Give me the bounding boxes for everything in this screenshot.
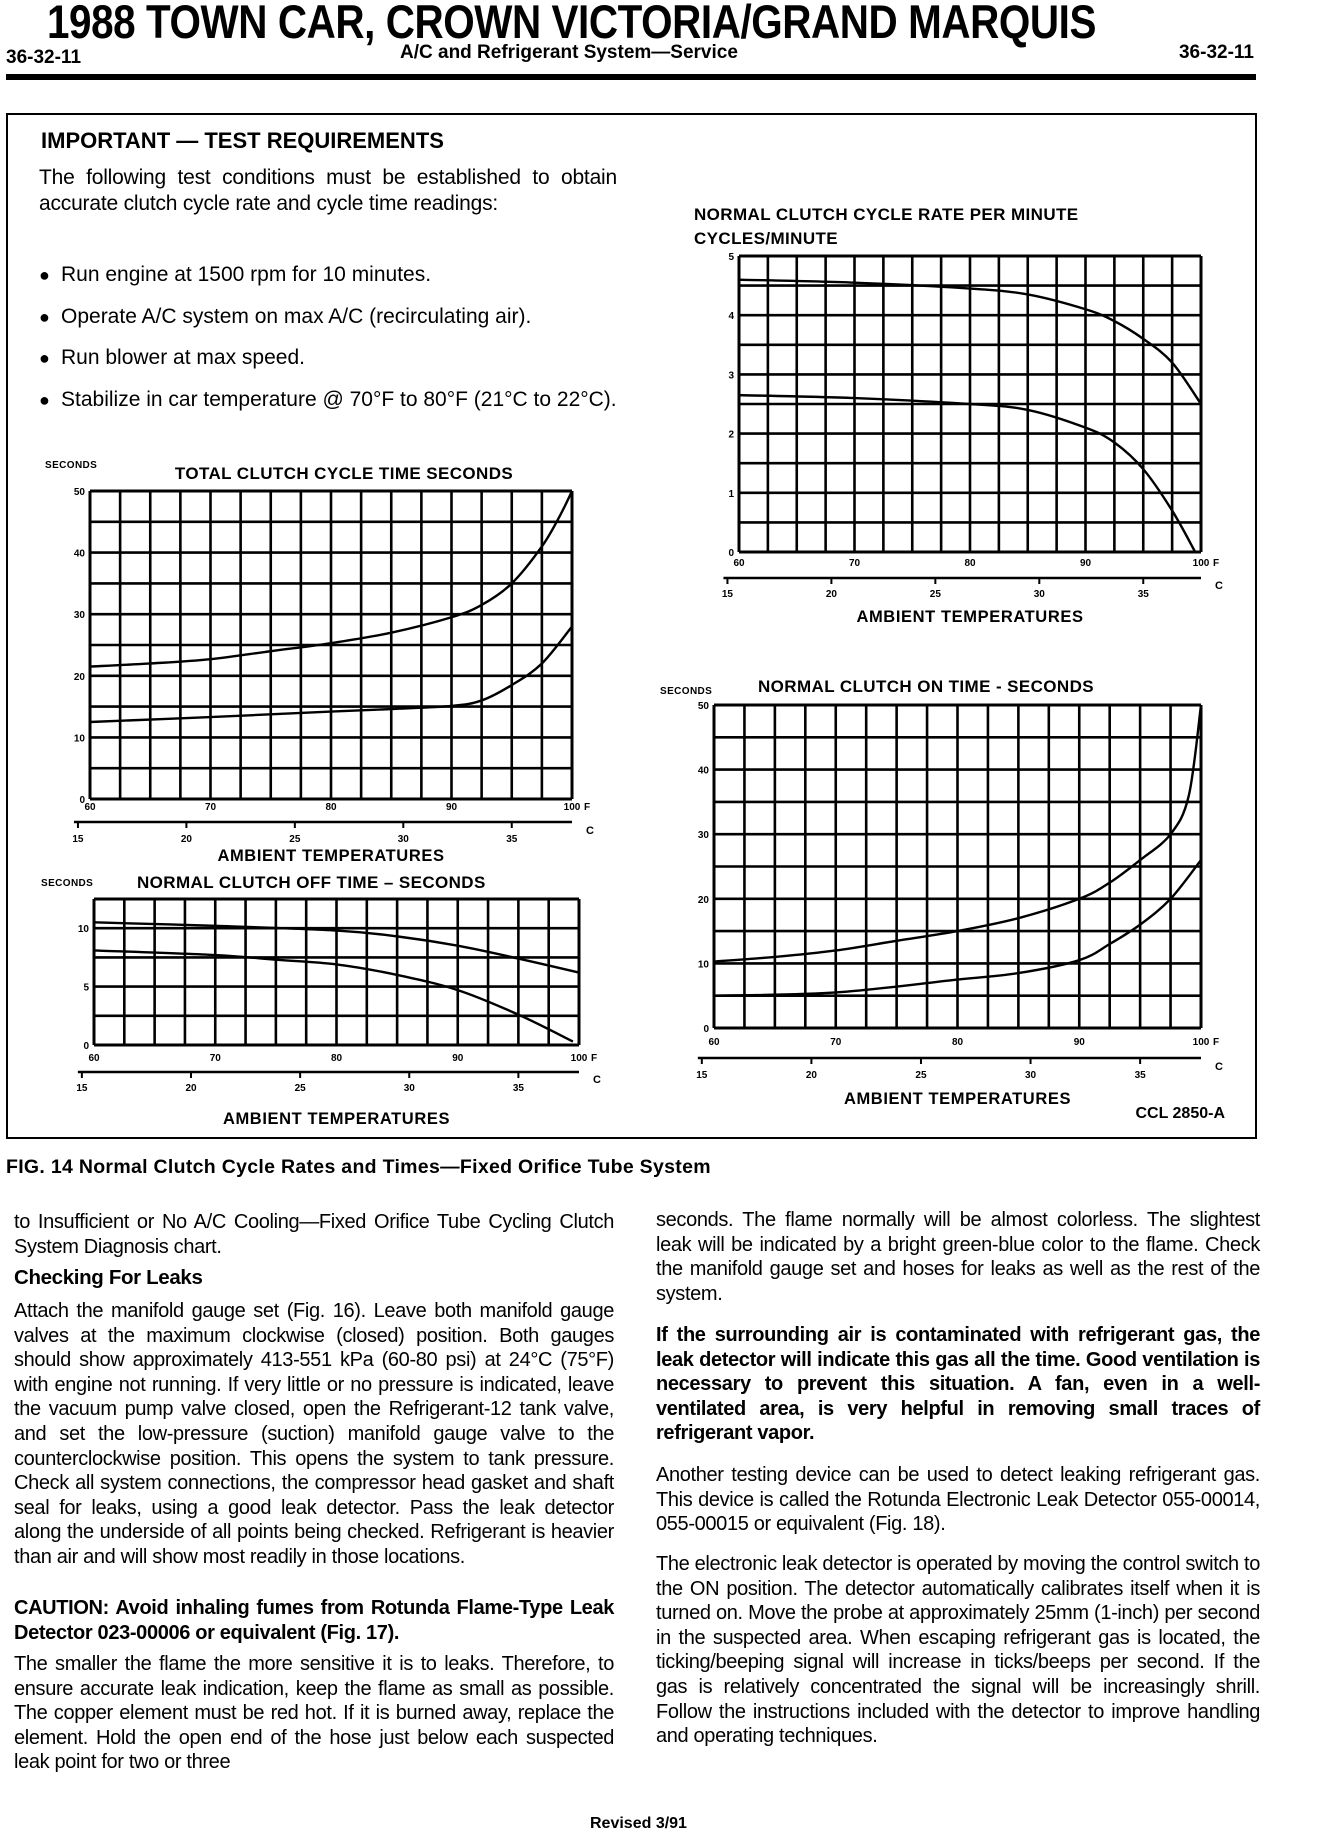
bullet-icon: ● (39, 390, 50, 410)
curve-lower-limit (739, 395, 1195, 552)
y-axis-label: SECONDS (660, 686, 713, 697)
y-tick-label: 20 (73, 671, 85, 683)
x-tick-label-f: 80 (951, 1037, 964, 1048)
x-unit-c: C (586, 825, 594, 837)
warning-ventilation: If the surrounding air is contaminated with refrigerant gas, the leak detector will indicate this gas all the time. Good ventilation is necessary to prevent this situation. A fan, even in a well-ventilated area, is very helpful in removing small traces of refrigerant vapor. (656, 1324, 1260, 1445)
x-tick-label-f: 70 (848, 558, 861, 569)
x-tick-label-f: 90 (452, 1053, 464, 1064)
manual-title: 1988 TOWN CAR, CROWN VICTORIA/GRAND MARQUIS (47, 0, 1096, 48)
x-tick-label-c: 20 (180, 834, 192, 845)
curve-lower-limit (94, 950, 573, 1041)
paragraph-flame-continued: seconds. The flame normally will be almost colorless. The slightest leak will be indicated by a bright green-blue color to the flame. Check the manifold gauge set and hoses for leaks as well as the rest of the system. (656, 1209, 1260, 1305)
y-tick-label: 5 (83, 982, 89, 994)
y-tick-label: 10 (73, 733, 85, 745)
x-tick-label-f: 60 (88, 1053, 100, 1064)
x-tick-label-f: 90 (1079, 558, 1092, 569)
paragraph-attach-gauge: Attach the manifold gauge set (Fig. 16). Leave both manifold gauge valves at the maximum clockwise (closed) position. Both gauges should show approximately 413-551 kPa (60-80 psi) at 24°C (75°F) with engine not running. If very little or no pressure is indicated, leave the vacuum pump valve closed, open the Refrigerant-12 tank valve, and set the low-pressure (suction) manifold gauge valve to the counterclockwise position. This opens the system to tank pressure. Check all system connections, the compressor head gasket and shaft seal for leaks, using a good leak detector. Pass the leak detector along the underside of all points being checked. Refrigerant is heavier than air and will show most readily in those locations. (14, 1300, 614, 1568)
requirement-text: Stabilize in car temperature @ 70°F to 80°F (21°C to 22°C). (61, 388, 617, 411)
x-unit-f: F (584, 802, 591, 813)
y-tick-label: 10 (77, 924, 89, 936)
section-title: A/C and Refrigerant System—Service (400, 42, 738, 63)
caution-note: CAUTION: Avoid inhaling fumes from Rotunda Flame-Type Leak Detector 023-00006 or equivalent (Fig. 17). (14, 1597, 614, 1644)
x-unit-f: F (1213, 1037, 1220, 1048)
x-tick-label-c: 20 (825, 589, 837, 600)
y-tick-label: 30 (73, 610, 85, 622)
x-tick-label-f: 60 (733, 558, 745, 569)
x-tick-label-c: 15 (696, 1070, 708, 1081)
x-unit-c: C (1215, 1061, 1223, 1073)
chart-title: NORMAL CLUTCH ON TIME - SECONDS (758, 677, 1095, 696)
x-tick-label-c: 15 (72, 834, 84, 845)
revision-date: Revised 3/91 (590, 1815, 687, 1832)
x-tick-label-c: 35 (1134, 1070, 1146, 1081)
x-tick-label-c: 30 (1024, 1070, 1037, 1081)
y-axis-label: CYCLES/MINUTE (694, 229, 839, 248)
chart-title: TOTAL CLUTCH CYCLE TIME SECONDS (174, 464, 514, 483)
paragraph-diagnosis-ref: to Insufficient or No A/C Cooling—Fixed Orifice Tube Cycling Clutch System Diagnosis chart. (14, 1211, 614, 1258)
y-tick-label: 20 (697, 894, 709, 906)
x-tick-label-f: 80 (325, 802, 337, 813)
x-tick-label-f: 100 (563, 802, 581, 813)
important-intro: The following test conditions must be established to obtain accurate clutch cycle rate and cycle time readings: (39, 166, 617, 215)
chart-on (660, 677, 1223, 1108)
y-axis-label: SECONDS (41, 878, 94, 889)
y-tick-label: 1 (728, 488, 734, 500)
x-tick-label-f: 60 (84, 802, 96, 813)
y-tick-label: 10 (697, 959, 709, 971)
chart-total (45, 460, 594, 865)
x-tick-label-f: 70 (830, 1037, 842, 1048)
x-tick-label-f: 90 (1073, 1037, 1085, 1048)
page-number-left: 36-32-11 (6, 47, 82, 68)
y-tick-label: 40 (697, 765, 709, 777)
requirement-text: Run blower at max speed. (61, 346, 305, 369)
x-axis-label: AMBIENT TEMPERATURES (222, 1110, 451, 1128)
y-tick-label: 50 (697, 701, 709, 712)
x-tick-label-c: 25 (289, 834, 301, 845)
x-tick-label-c: 35 (1137, 589, 1149, 600)
y-tick-label: 5 (728, 252, 734, 263)
y-tick-label: 3 (728, 370, 734, 382)
paragraph-flame: The smaller the flame the more sensitive it is to leaks. Therefore, to ensure accurate leak indication, keep the flame as small as possible. The copper element must be red hot. If it is burned away, replace the element. Hold the open end of the hose just below each suspected leak point for two or three (14, 1653, 614, 1774)
y-tick-label: 30 (697, 830, 709, 842)
x-axis-label: AMBIENT TEMPERATURES (856, 608, 1084, 626)
x-tick-label-c: 20 (185, 1083, 197, 1094)
figure-code: CCL 2850-A (1135, 1105, 1225, 1122)
paragraph-detector-operation: The electronic leak detector is operated by moving the control switch to the ON position. The detector automatically calibrates itself when it is turned on. Move the probe at approximately 25mm (1-inch) per second in the suspected area. When escaping refrigerant gas is located, the ticking/beeping signal will increase in ticks/beeps per second. If the gas is relatively concentrated the signal will be increasingly shrill. Follow the instructions included with the detector to improve handling and operating techniques. (656, 1553, 1261, 1748)
x-unit-c: C (593, 1074, 601, 1086)
chart-title: NORMAL CLUTCH OFF TIME – SECONDS (137, 873, 486, 892)
requirement-text: Operate A/C system on max A/C (recirculating air). (61, 305, 532, 328)
x-tick-label-c: 30 (397, 834, 409, 845)
x-tick-label-f: 80 (330, 1053, 343, 1064)
x-axis-label: AMBIENT TEMPERATURES (217, 847, 445, 865)
y-tick-label: 0 (728, 548, 734, 559)
x-tick-label-f: 60 (708, 1037, 720, 1048)
x-tick-label-f: 100 (570, 1053, 588, 1064)
figure-caption: FIG. 14 Normal Clutch Cycle Rates and Times—Fixed Orifice Tube System (6, 1156, 711, 1178)
y-tick-label: 40 (73, 548, 85, 560)
x-unit-f: F (591, 1053, 598, 1064)
x-tick-label-f: 80 (964, 558, 976, 569)
x-tick-label-c: 35 (506, 834, 518, 845)
x-tick-label-c: 25 (915, 1070, 927, 1081)
x-tick-label-c: 30 (403, 1083, 415, 1094)
x-tick-label-c: 35 (512, 1083, 524, 1094)
x-tick-label-c: 25 (929, 589, 941, 600)
x-unit-f: F (1213, 558, 1220, 569)
chart-rate (694, 205, 1223, 626)
x-tick-label-f: 90 (445, 802, 458, 813)
paragraph-electronic-detector: Another testing device can be used to detect leaking refrigerant gas. This device is called the Rotunda Electronic Leak Detector 055-00014, 055-00015 or equivalent (Fig. 18). (656, 1464, 1260, 1536)
x-tick-label-f: 70 (204, 802, 217, 813)
x-tick-label-f: 70 (209, 1053, 221, 1064)
y-axis-label: SECONDS (45, 460, 98, 471)
page-number-right: 36-32-11 (1178, 42, 1254, 63)
section-heading-checking-leaks: Checking For Leaks (14, 1266, 203, 1289)
chart-off (41, 873, 601, 1128)
important-heading: IMPORTANT — TEST REQUIREMENTS (41, 128, 444, 153)
x-tick-label-c: 15 (76, 1083, 88, 1094)
y-tick-label: 0 (83, 1041, 89, 1052)
y-tick-label: 0 (703, 1024, 709, 1035)
y-tick-label: 2 (728, 429, 734, 441)
requirement-text: Run engine at 1500 rpm for 10 minutes. (61, 263, 432, 286)
bullet-icon: ● (39, 348, 50, 368)
x-unit-c: C (1215, 580, 1223, 592)
x-tick-label-c: 30 (1033, 589, 1045, 600)
x-tick-label-f: 100 (1192, 1037, 1210, 1048)
y-tick-label: 0 (79, 795, 85, 806)
x-tick-label-c: 25 (294, 1083, 306, 1094)
x-axis-label: AMBIENT TEMPERATURES (843, 1090, 1072, 1108)
x-tick-label-c: 15 (721, 589, 734, 600)
bullet-icon: ● (39, 307, 50, 327)
x-tick-label-c: 20 (805, 1070, 817, 1081)
chart-title: NORMAL CLUTCH CYCLE RATE PER MINUTE (694, 205, 1079, 224)
bullet-icon: ● (39, 265, 50, 285)
y-tick-label: 50 (73, 487, 85, 498)
y-tick-label: 4 (728, 311, 734, 323)
x-tick-label-f: 100 (1192, 558, 1210, 569)
